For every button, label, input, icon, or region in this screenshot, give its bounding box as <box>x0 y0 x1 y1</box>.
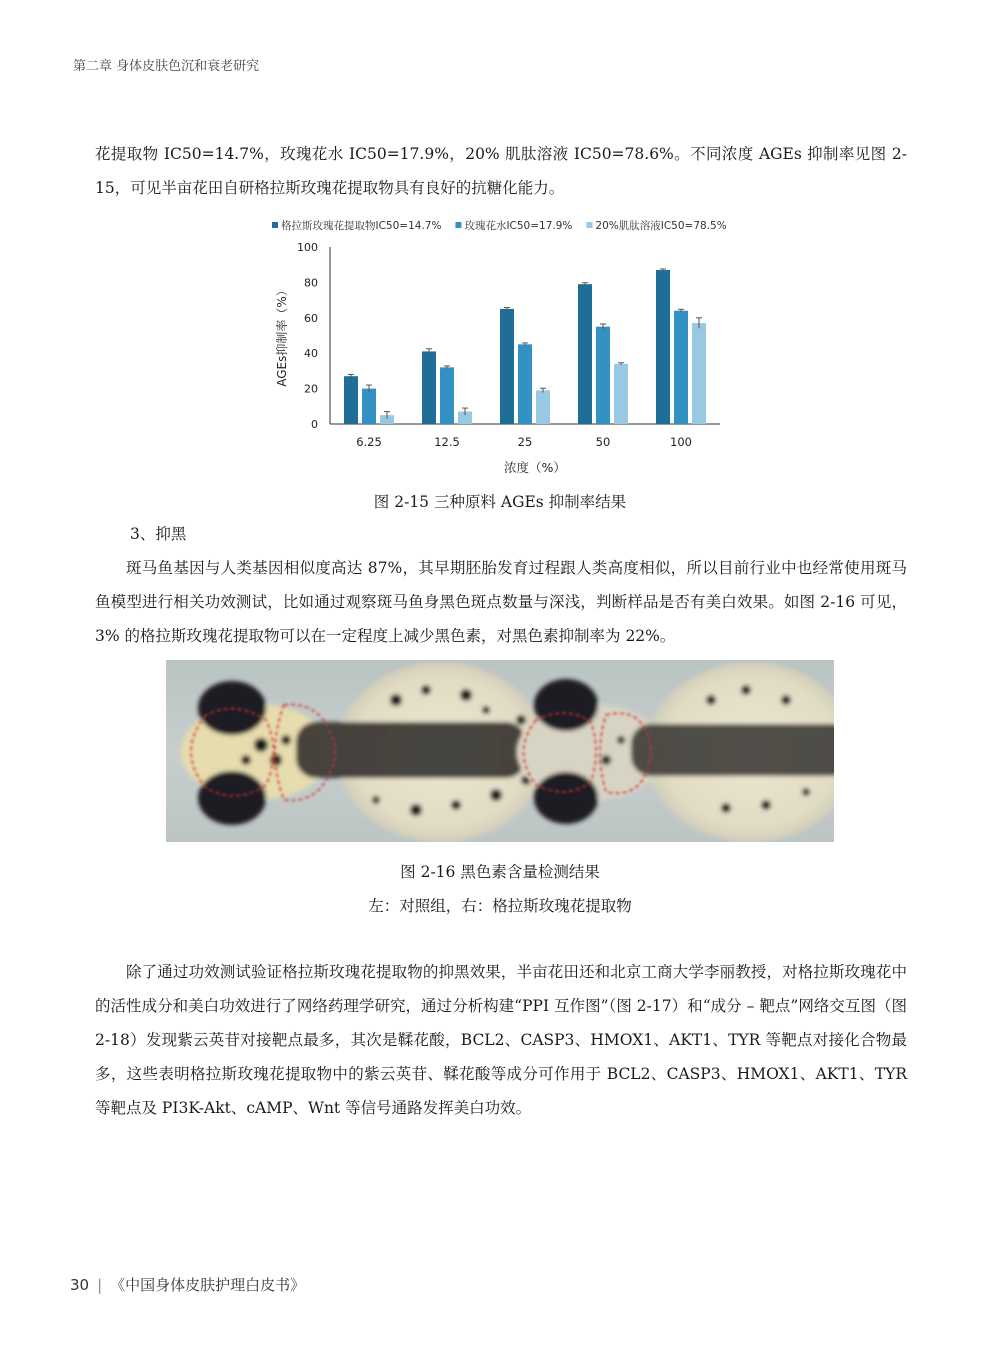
bar-s2-c4 <box>692 323 706 424</box>
ages-inhibition-chart <box>260 212 740 482</box>
legend-label-0: 格拉斯玫瑰花提取物IC50=14.7% <box>281 220 442 232</box>
legend-swatch-1 <box>455 222 461 228</box>
x-tick-label-2: 25 <box>517 435 533 449</box>
bar-s0-c0 <box>344 376 358 424</box>
bar-s0-c1 <box>422 351 436 424</box>
figure-2-16-subcaption: 左：对照组，右：格拉斯玫瑰花提取物 <box>368 897 632 915</box>
x-tick-label-3: 50 <box>595 435 611 449</box>
y-tick-label-100: 100 <box>297 241 318 254</box>
figure-2-16-caption: 图 2-16 黑色素含量检测结果 <box>400 863 600 881</box>
legend-label-2: 20%肌肽溶液IC50=78.5% <box>595 220 727 232</box>
y-axis-title: AGEs抑制率（%） <box>275 284 289 387</box>
bar-s1-c1 <box>440 367 454 424</box>
y-tick-label-0: 0 <box>311 418 318 431</box>
book-title: 《中国身体皮肤护理白皮书》 <box>110 1276 306 1294</box>
bar-s0-c4 <box>656 270 670 424</box>
footer-separator: | <box>97 1276 103 1294</box>
bar-s1-c2 <box>518 344 532 424</box>
y-tick-label-80: 80 <box>304 276 318 290</box>
page-footer <box>70 1274 305 1295</box>
page-number: 30 <box>70 1276 90 1294</box>
legend-swatch-0 <box>272 222 278 228</box>
bar-s2-c3 <box>614 364 628 424</box>
figure-2-15-caption: 图 2-15 三种原料 AGEs 抑制率结果 <box>373 493 627 511</box>
bar-s2-c2 <box>536 390 550 424</box>
y-tick-label-20: 20 <box>304 382 318 396</box>
y-tick-label-60: 60 <box>304 311 318 325</box>
bar-s1-c0 <box>362 389 376 424</box>
x-tick-label-4: 100 <box>670 435 692 449</box>
bar-s0-c3 <box>578 284 592 424</box>
legend-swatch-2 <box>586 222 592 228</box>
section-3-title: 3、抑黑 <box>130 525 187 543</box>
y-tick-label-40: 40 <box>304 347 318 361</box>
treated-fish <box>516 662 834 842</box>
bar-s1-c3 <box>596 327 610 424</box>
x-tick-label-0: 6.25 <box>356 435 382 449</box>
control-fish <box>181 662 546 842</box>
x-tick-label-1: 12.5 <box>434 435 460 449</box>
paragraph-zebrafish: 斑马鱼基因与人类基因相似度高达 87%，其早期胚胎发育过程跟人类高度相似，所以目前行业中也经常使用斑马鱼模型进行相关功效测试，比如通过观察斑马鱼身黑色斑点数量与深浅，判断样品是否有美白效果。如图 2-16 可见，3% 的格拉斯玫瑰花提取物可以在一定程度上减少黑色素，对黑色素抑制率为 22%。 <box>95 559 907 645</box>
bar-s1-c4 <box>674 311 688 424</box>
zebrafish-melanin-photo <box>166 660 834 842</box>
paragraph-ic50: 花提取物 IC50=14.7%，玫瑰花水 IC50=17.9%，20% 肌肽溶液 IC50=78.6%。不同浓度 AGEs 抑制率见图 2-15，可见半亩花田自研格拉斯玫瑰花提取物具有良好的抗糖化能力。 <box>95 145 907 197</box>
paragraph-network-pharmacology: 除了通过功效测试验证格拉斯玫瑰花提取物的抑黑效果，半亩花田还和北京工商大学李丽教授，对格拉斯玫瑰花中的活性成分和美白功效进行了网络药理学研究，通过分析构建“PPI 互作图”（图 2-17）和“成分 – 靶点”网络交互图（图 2-18）发现紫云英苷对接靶点最多，其次是鞣花酸，BCL2、CASP3、HMOX1、AKT1、TYR 等靶点对接化合物最多，这些表明格拉斯玫瑰花提取物中的紫云英苷、鞣花酸等成分可作用于 BCL2、CASP3、HMOX1、AKT1、TYR 等靶点及 PI3K-Akt、cAMP、Wnt 等信号通路发挥美白功效。 <box>95 963 907 1117</box>
bar-s0-c2 <box>500 309 514 424</box>
legend-label-1: 玫瑰花水IC50=17.9% <box>464 220 573 232</box>
running-header: 第二章 身体皮肤色沉和衰老研究 <box>73 59 260 74</box>
x-axis-title: 浓度（%） <box>504 460 566 475</box>
